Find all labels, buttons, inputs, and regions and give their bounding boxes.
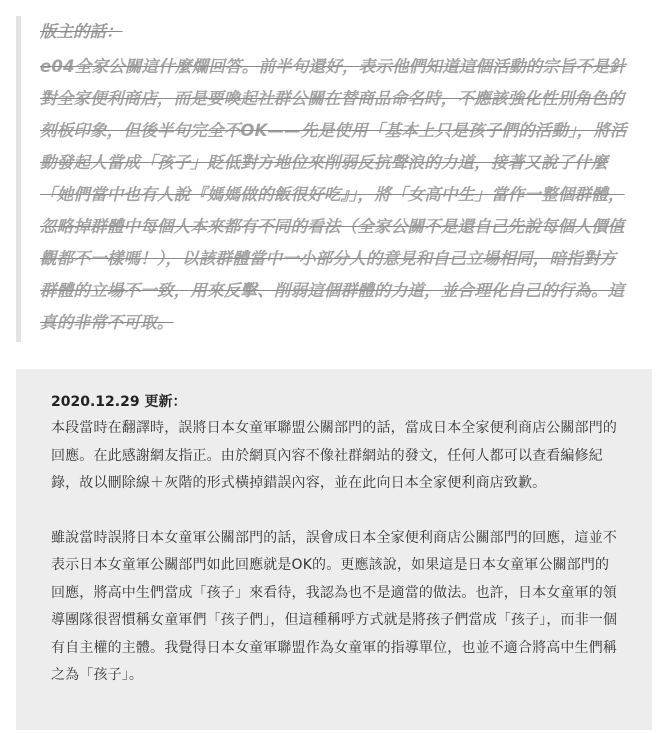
struck-quote-block bbox=[16, 16, 636, 342]
paragraph-spacer bbox=[51, 498, 632, 525]
update-paragraph-1: 本段當時在翻譯時，誤將日本女童軍聯盟公關部門的話，當成日本全家便利商店公關部門的回應。在此感謝網友指正。由於網頁內容不像社群網站的發文，任何人都可以查看編修紀錄，故以刪除線＋灰階的形式橫掉錯誤內容，並在此向日本全家便利商店致歉。 bbox=[51, 420, 617, 491]
update-paragraph-2: 雖說當時誤將日本女童軍公關部門的話，誤會成日本全家便利商店公關部門的回應，這並不表示日本女童軍公關部門如此回應就是OK的。更應該說，如果這是日本女童軍公關部門的回應，將高中生們當成「孩子」來看待，我認為也不是適當的做法。也許，日本女童軍的領導團隊很習慣稱女童軍們「孩子們」，但這種稱呼方式就是將孩子們當成「孩子」，而非一個有自主權的主體。我覺得日本女童軍聯盟作為女童軍的指導單位，也並不適合將高中生們稱之為「孩子」。 bbox=[51, 529, 618, 683]
update-title: 2020.12.29 更新： bbox=[51, 394, 187, 410]
quote-body: e04全家公關這什麼爛回答。前半句還好，表示他們知道這個活動的宗旨不是針對全家便利商店，而是要喚起社群公關在替商品命名時，不應該強化性別角色的刻板印象，但後半句完全不OK——先是使用「基本上只是孩子們的活動」，將活動發起人當成「孩子」貶低對方地位來削弱反抗聲浪的力道，接著又說了什麼「她們當中也有人說『媽媽做的飯很好吃』」，將「女高中生」當作一整個群體，忽略掉群體中每個人本來都有不同的看法（全家公關不是還自己先說每個人價值觀都不一樣嗎！），以該群體當中一小部分人的意見和自己立場相同，暗指對方群體的立場不一致，用來反擊、削弱這個群體的力道，並合理化自己的行為。這真的非常不可取。 bbox=[40, 57, 627, 332]
quote-title: 版主的話： bbox=[40, 22, 123, 41]
update-notice-box bbox=[16, 369, 652, 730]
